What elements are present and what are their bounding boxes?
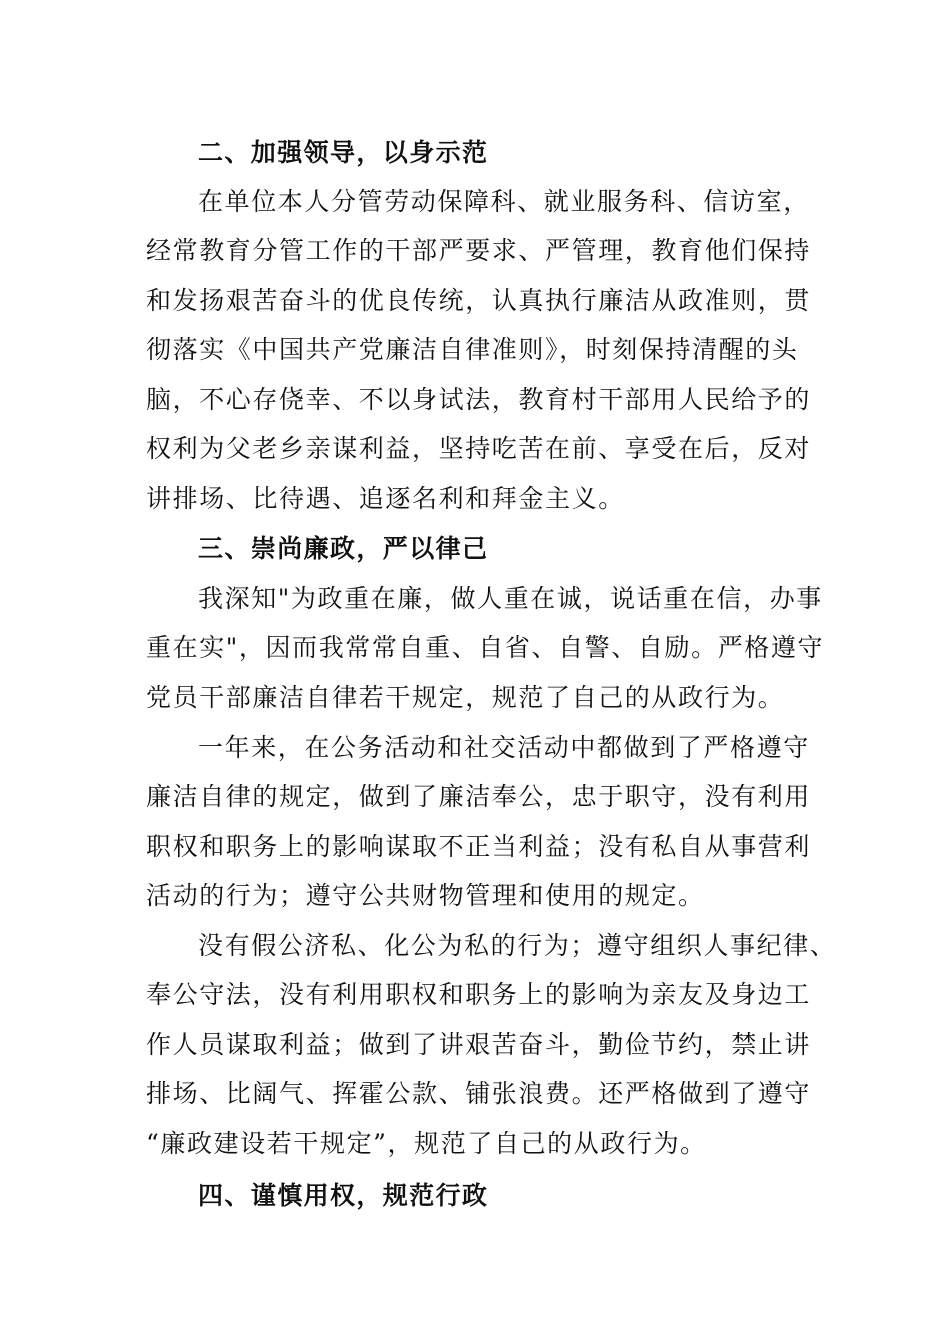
paragraph-line: 一年来，在公务活动和社交活动中都做到了严格遵守 (198, 733, 810, 762)
paragraph-line: 脑，不心存侥幸、不以身试法，教育村干部用人民给予的 (146, 385, 812, 414)
paragraph-line: 在单位本人分管劳动保障科、就业服务科、信访室， (198, 187, 810, 216)
paragraph-line: 讲排场、比待遇、追逐名利和拜金主义。 (146, 484, 625, 513)
paragraph-line: 活动的行为；遵守公共财物管理和使用的规定。 (146, 881, 705, 910)
section-heading: 二、加强领导，以身示范 (198, 138, 489, 167)
paragraph-line: 权利为父老乡亲谋利益，坚持吃苦在前、享受在后，反对 (146, 434, 812, 463)
section-heading: 三、崇尚廉政，严以律己 (198, 534, 489, 563)
paragraph-line: 重在实"，因而我常常自重、自省、自警、自励。严格遵守 (146, 633, 825, 662)
paragraph-line: 经常教育分管工作的干部严要求、严管理，教育他们保持 (146, 236, 812, 265)
paragraph-line: 彻落实《中国共产党廉洁自律准则》，时刻保持清醒的头 (146, 335, 799, 364)
paragraph-line: 奉公守法，没有利用职权和职务上的影响为亲友及身边工 (146, 980, 812, 1009)
paragraph-line: 职权和职务上的影响谋取不正当利益；没有私自从事营利 (146, 832, 812, 861)
paragraph-line: 我深知"为政重在廉，做人重在诚，说话重在信，办事 (198, 584, 823, 613)
paragraph-line: 排场、比阔气、挥霍公款、铺张浪费。还严格做到了遵守 (146, 1079, 812, 1108)
paragraph-line: 作人员谋取利益；做到了讲艰苦奋斗，勤俭节约，禁止讲 (146, 1030, 812, 1059)
paragraph-line: “廉政建设若干规定”，规范了自己的从政行为。 (146, 1129, 707, 1158)
paragraph-line: 和发扬艰苦奋斗的优良传统，认真执行廉洁从政准则，贯 (146, 286, 812, 315)
paragraph-line: 党员干部廉洁自律若干规定，规范了自己的从政行为。 (146, 683, 785, 712)
paragraph-line: 廉洁自律的规定，做到了廉洁奉公，忠于职守，没有利用 (146, 782, 812, 811)
section-heading: 四、谨慎用权，规范行政 (198, 1181, 489, 1210)
paragraph-line: 没有假公济私、化公为私的行为；遵守组织人事纪律、 (198, 931, 837, 960)
